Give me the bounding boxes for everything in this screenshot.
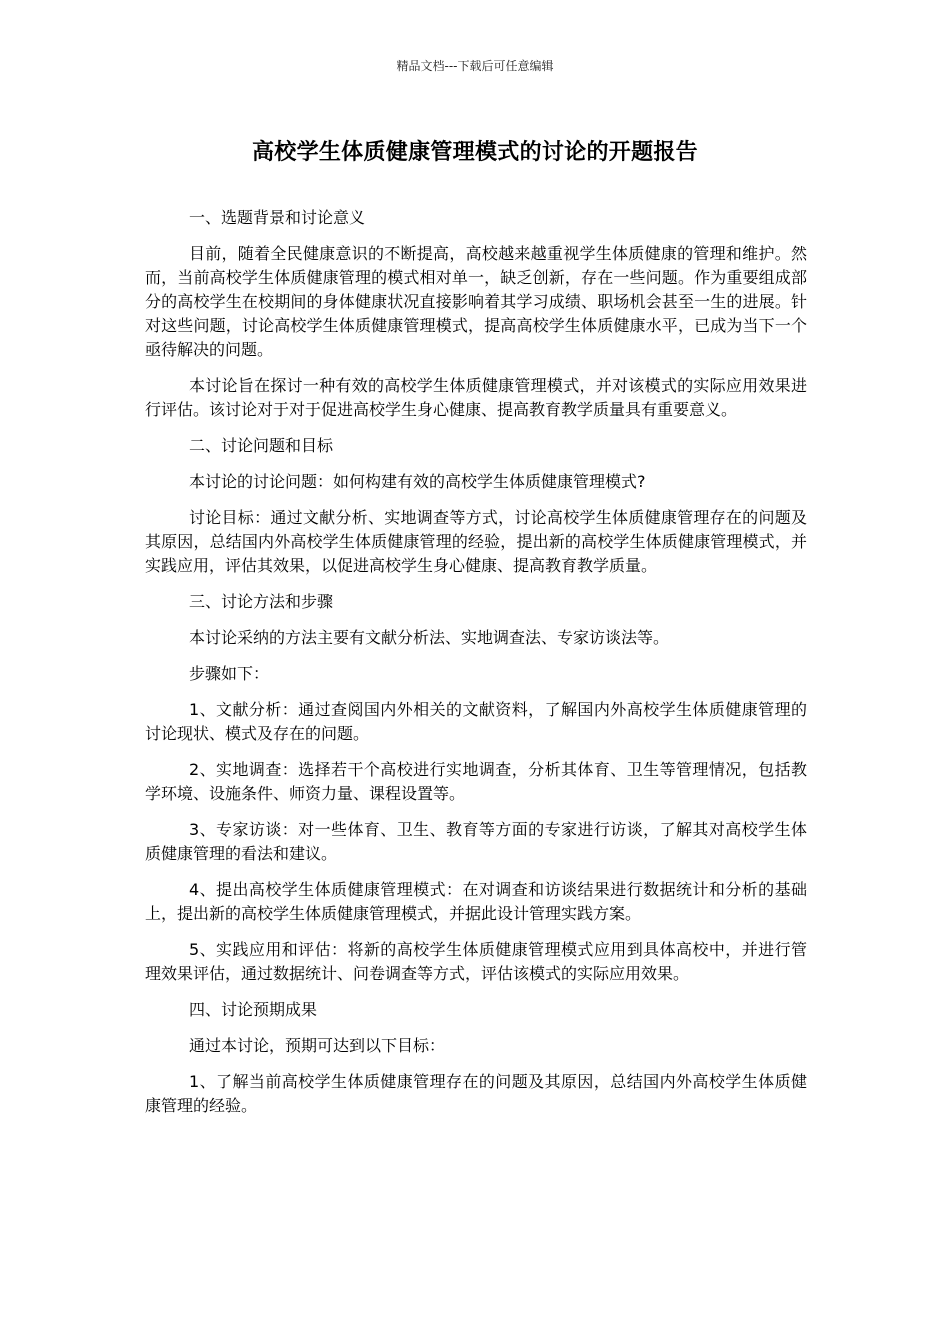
section-heading-questions: 二、讨论问题和目标 — [189, 436, 334, 455]
header-note: 精品文档---下载后可任意编辑 — [396, 59, 554, 73]
list-item-step-1: 1、文献分析：通过查阅国内外相关的文献资料，了解国内外高校学生体质健康管理的讨论现状、模式及存在的问题。 — [145, 700, 807, 743]
document-title: 高校学生体质健康管理模式的讨论的开题报告 — [251, 140, 698, 165]
section-heading-outcomes: 四、讨论预期成果 — [189, 1000, 318, 1019]
list-item-step-3: 3、专家访谈：对一些体育、卫生、教育等方面的专家进行访谈，了解其对高校学生体质健康管理的看法和建议。 — [145, 820, 807, 863]
paragraph-purpose: 本讨论旨在探讨一种有效的高校学生体质健康管理模式，并对该模式的实际应用效果进行评估。该讨论对于对于促进高校学生身心健康、提高教育教学质量具有重要意义。 — [145, 376, 807, 419]
list-item-outcome-1: 1、了解当前高校学生体质健康管理存在的问题及其原因，总结国内外高校学生体质健康管理的经验。 — [145, 1072, 807, 1115]
paragraph-question: 本讨论的讨论问题：如何构建有效的高校学生体质健康管理模式? — [189, 472, 646, 491]
paragraph-steps-intro: 步骤如下： — [189, 664, 270, 683]
list-item-step-4: 4、提出高校学生体质健康管理模式：在对调查和访谈结果进行数据统计和分析的基础上，提出新的高校学生体质健康管理模式，并据此设计管理实践方案。 — [145, 880, 807, 923]
paragraph-methods: 本讨论采纳的方法主要有文献分析法、实地调查法、专家访谈法等。 — [189, 628, 670, 647]
section-heading-background: 一、选题背景和讨论意义 — [189, 208, 366, 227]
document-body — [145, 206, 807, 1130]
paragraph-goals: 讨论目标：通过文献分析、实地调查等方式，讨论高校学生体质健康管理存在的问题及其原因，总结国内外高校学生体质健康管理的经验，提出新的高校学生体质健康管理模式，并实践应用，评估其效果，以促进高校学生身心健康、提高教育教学质量。 — [145, 508, 807, 575]
list-item-step-5: 5、实践应用和评估：将新的高校学生体质健康管理模式应用到具体高校中，并进行管理效果评估，通过数据统计、问卷调查等方式，评估该模式的实际应用效果。 — [145, 940, 807, 983]
paragraph-outcomes-intro: 通过本讨论，预期可达到以下目标： — [189, 1036, 446, 1055]
paragraph-background: 目前，随着全民健康意识的不断提高，高校越来越重视学生体质健康的管理和维护。然而，当前高校学生体质健康管理的模式相对单一，缺乏创新，存在一些问题。作为重要组成部分的高校学生在校期间的身体健康状况直接影响着其学习成绩、职场机会甚至一生的进展。针对这些问题，讨论高校学生体质健康管理模式，提高高校学生体质健康水平，已成为当下一个亟待解决的问题。 — [145, 244, 807, 359]
list-item-step-2: 2、实地调查：选择若干个高校进行实地调查，分析其体育、卫生等管理情况，包括教学环境、设施条件、师资力量、课程设置等。 — [145, 760, 807, 803]
section-heading-methods: 三、讨论方法和步骤 — [189, 592, 334, 611]
